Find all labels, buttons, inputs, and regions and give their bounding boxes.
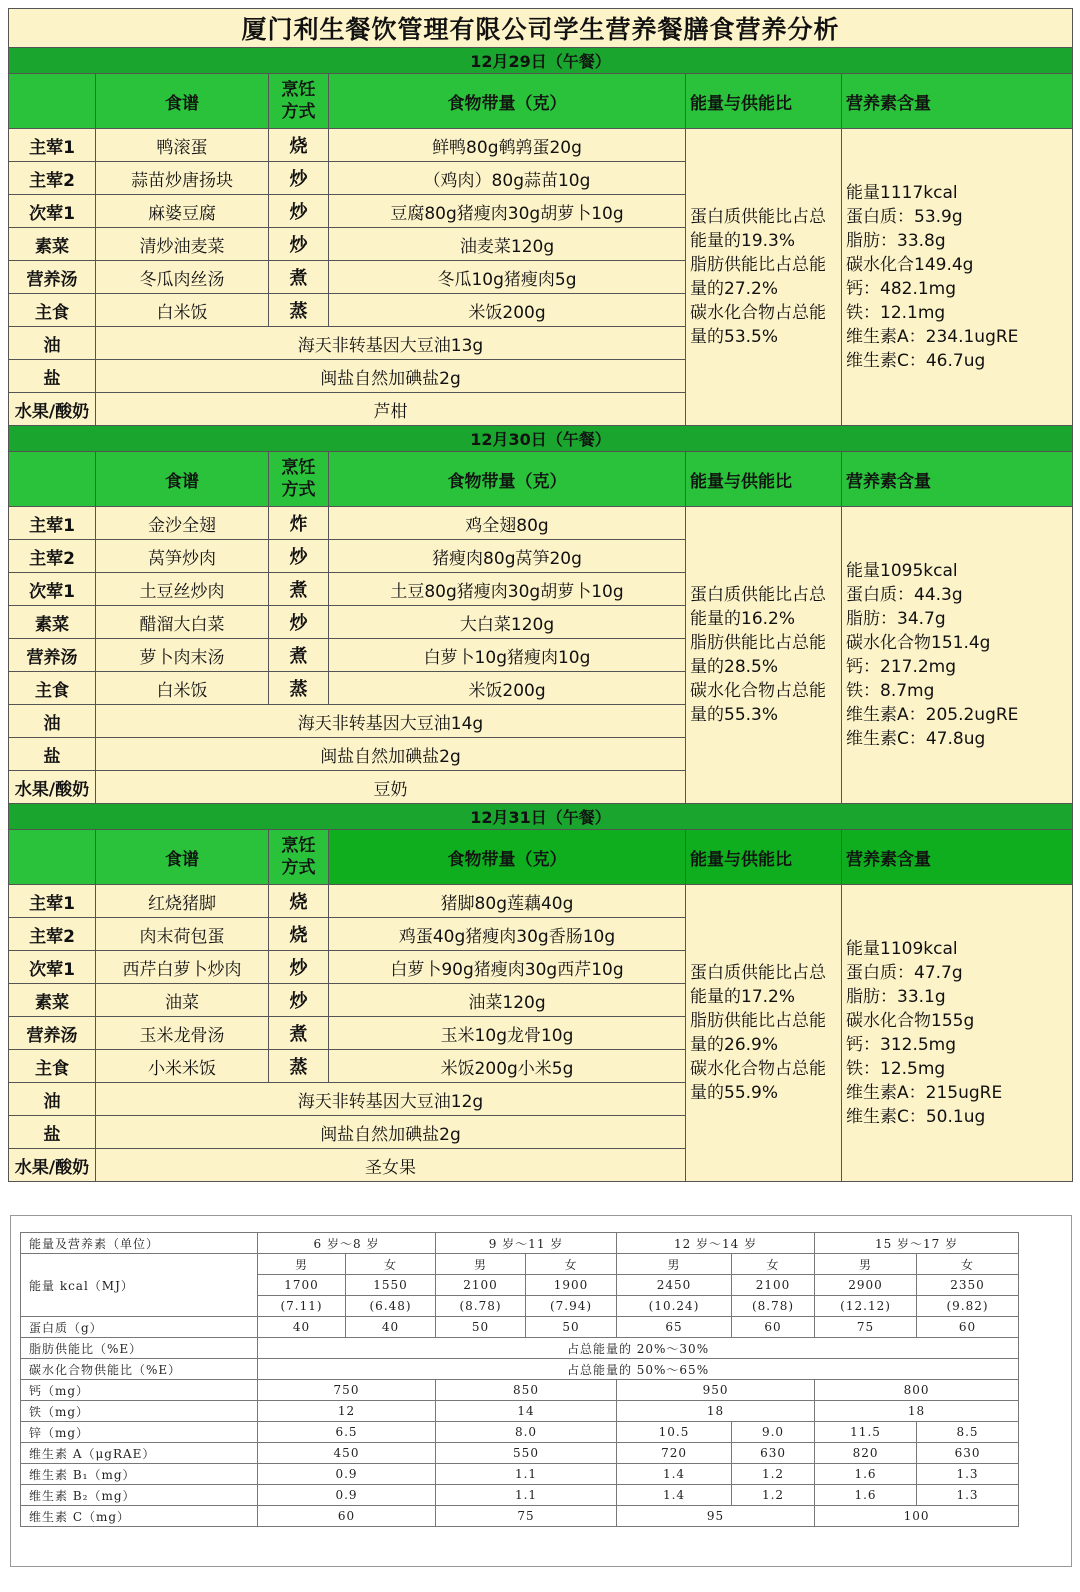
dish-amount: 冬瓜10g猪瘦肉5g — [329, 261, 686, 294]
dish-cook-method: 烧 — [269, 129, 329, 162]
dish-row — [9, 129, 1073, 162]
energy-ratio-line: 蛋白质供能比占总 — [690, 585, 826, 605]
zinc-value: 9.0 — [732, 1422, 815, 1443]
extra-label: 盐 — [9, 738, 96, 771]
vb1-value: 1.4 — [617, 1464, 732, 1485]
dish-cook-method: 蒸 — [269, 294, 329, 327]
nutrition-standard-table — [20, 1232, 1019, 1527]
energy-kcal: 2100 — [732, 1275, 815, 1296]
protein-label: 蛋白质（g） — [21, 1317, 258, 1338]
std-zinc-row — [21, 1422, 1019, 1443]
energy-kcal: 1550 — [346, 1275, 436, 1296]
age-group-header: 15 岁～17 岁 — [815, 1233, 1019, 1254]
dish-recipe: 麻婆豆腐 — [96, 195, 269, 228]
dish-recipe: 萝卜肉末汤 — [96, 639, 269, 672]
dish-category: 主荤1 — [9, 885, 96, 918]
dish-amount: 油麦菜120g — [329, 228, 686, 261]
vb2-value: 1.4 — [617, 1485, 732, 1506]
menu-analysis-table — [8, 8, 1073, 1182]
dish-category: 素菜 — [9, 606, 96, 639]
dish-cook-method: 炒 — [269, 540, 329, 573]
age-group-header: 9 岁～11 岁 — [436, 1233, 617, 1254]
energy-ratio-line: 碳水化合物占总能 — [690, 303, 826, 323]
nutrient-line: 铁：8.7mg — [846, 681, 935, 701]
dish-amount: 鸡蛋40g猪瘦肉30g香肠10g — [329, 918, 686, 951]
dish-category: 营养汤 — [9, 1017, 96, 1050]
extra-label: 盐 — [9, 1116, 96, 1149]
dish-cook-method: 煮 — [269, 573, 329, 606]
dish-cook-method: 烧 — [269, 918, 329, 951]
day-date: 12月29日（午餐） — [9, 48, 1073, 74]
energy-mj: (7.11) — [258, 1296, 346, 1317]
header-recipe: 食谱 — [96, 830, 269, 885]
energy-ratio-line: 脂肪供能比占总能 — [690, 633, 826, 653]
energy-mj: (8.78) — [732, 1296, 815, 1317]
dish-recipe: 醋溜大白菜 — [96, 606, 269, 639]
extra-value: 闽盐自然加碘盐2g — [96, 1116, 686, 1149]
energy-ratio-line: 量的55.9% — [690, 1083, 779, 1103]
nutrient-line: 维生素C：46.7ug — [846, 351, 986, 371]
vb1-value: 1.1 — [436, 1464, 617, 1485]
std-header-row — [21, 1233, 1019, 1254]
dish-amount: （鸡肉）80g蒜苗10g — [329, 162, 686, 195]
dish-recipe: 红烧猪脚 — [96, 885, 269, 918]
extra-label: 油 — [9, 327, 96, 360]
dish-recipe: 金沙全翅 — [96, 507, 269, 540]
energy-ratio-cell — [686, 885, 842, 1182]
std-vb1-row — [21, 1464, 1019, 1485]
dish-category: 次荤1 — [9, 573, 96, 606]
zinc-value: 8.0 — [436, 1422, 617, 1443]
dish-amount: 米饭200g — [329, 294, 686, 327]
extra-value: 芦柑 — [96, 393, 686, 426]
header-cook-method — [269, 74, 329, 129]
energy-label: 能量 kcal（MJ） — [21, 1254, 258, 1317]
zinc-value: 11.5 — [815, 1422, 917, 1443]
nutrient-content-cell — [842, 129, 1073, 426]
dish-cook-method: 炒 — [269, 162, 329, 195]
energy-kcal: 2450 — [617, 1275, 732, 1296]
dish-amount: 猪瘦肉80g莴笋20g — [329, 540, 686, 573]
vb2-value: 1.6 — [815, 1485, 917, 1506]
dish-recipe: 小米米饭 — [96, 1050, 269, 1083]
dish-category: 主荤1 — [9, 507, 96, 540]
energy-ratio-line: 蛋白质供能比占总 — [690, 207, 826, 227]
carb-value: 占总能量的 50%～65% — [258, 1359, 1019, 1380]
header-nutrient: 营养素含量 — [842, 452, 1073, 507]
energy-kcal: 2100 — [436, 1275, 526, 1296]
header-cook-method — [269, 452, 329, 507]
sex-header: 男 — [815, 1254, 917, 1275]
vita-value: 630 — [732, 1443, 815, 1464]
energy-ratio-line: 量的28.5% — [690, 657, 779, 677]
dish-recipe: 清炒油麦菜 — [96, 228, 269, 261]
age-group-header: 12 岁～14 岁 — [617, 1233, 815, 1254]
dish-category: 次荤1 — [9, 951, 96, 984]
header-energy: 能量与供能比 — [686, 452, 842, 507]
protein-value: 75 — [815, 1317, 917, 1338]
energy-mj: (7.94) — [526, 1296, 617, 1317]
nutrient-line: 维生素A：215ugRE — [846, 1083, 1003, 1103]
std-sex-row — [21, 1254, 1019, 1275]
dish-amount: 大白菜120g — [329, 606, 686, 639]
extra-label: 水果/酸奶 — [9, 771, 96, 804]
nutrient-line: 维生素A：205.2ugRE — [846, 705, 1019, 725]
energy-ratio-line: 能量的16.2% — [690, 609, 796, 629]
header-amount: 食物带量（克） — [329, 74, 686, 129]
dish-cook-method: 蒸 — [269, 1050, 329, 1083]
vb1-value: 1.3 — [917, 1464, 1019, 1485]
calcium-value: 850 — [436, 1380, 617, 1401]
dish-amount: 米饭200g小米5g — [329, 1050, 686, 1083]
dish-cook-method: 炒 — [269, 984, 329, 1017]
header-cook-line: 方式 — [281, 858, 316, 878]
vc-value: 75 — [436, 1506, 617, 1527]
zinc-value: 10.5 — [617, 1422, 732, 1443]
calcium-value: 750 — [258, 1380, 436, 1401]
dish-cook-method: 炒 — [269, 195, 329, 228]
nutrient-line: 钙：312.5mg — [846, 1035, 957, 1055]
protein-value: 60 — [732, 1317, 815, 1338]
header-nutrient: 营养素含量 — [842, 74, 1073, 129]
dish-cook-method: 煮 — [269, 1017, 329, 1050]
vc-value: 60 — [258, 1506, 436, 1527]
dish-cook-method: 烧 — [269, 885, 329, 918]
std-fat-row — [21, 1338, 1019, 1359]
vb1-value: 0.9 — [258, 1464, 436, 1485]
vc-label: 维生素 C（mg） — [21, 1506, 258, 1527]
sex-header: 女 — [526, 1254, 617, 1275]
age-group-header: 6 岁～8 岁 — [258, 1233, 436, 1254]
sex-header: 男 — [617, 1254, 732, 1275]
fat-value: 占总能量的 20%～30% — [258, 1338, 1019, 1359]
dish-recipe: 肉末荷包蛋 — [96, 918, 269, 951]
nutrient-line: 维生素A：234.1ugRE — [846, 327, 1019, 347]
iron-value: 18 — [815, 1401, 1019, 1422]
protein-value: 50 — [526, 1317, 617, 1338]
dish-category: 主荤2 — [9, 540, 96, 573]
carb-label: 碳水化合物供能比（%E） — [21, 1359, 258, 1380]
page-title: 厦门利生餐饮管理有限公司学生营养餐膳食营养分析 — [9, 9, 1073, 48]
protein-value: 40 — [258, 1317, 346, 1338]
std-protein-row — [21, 1317, 1019, 1338]
std-vita-row — [21, 1443, 1019, 1464]
energy-ratio-line: 量的27.2% — [690, 279, 779, 299]
extra-label: 油 — [9, 1083, 96, 1116]
sex-header: 女 — [732, 1254, 815, 1275]
dish-amount: 鸡全翅80g — [329, 507, 686, 540]
dish-recipe: 白米饭 — [96, 672, 269, 705]
dish-recipe: 西芹白萝卜炒肉 — [96, 951, 269, 984]
header-amount: 食物带量（克） — [329, 452, 686, 507]
day-header-row — [9, 48, 1073, 74]
dish-row — [9, 885, 1073, 918]
vb2-value: 1.3 — [917, 1485, 1019, 1506]
extra-label: 盐 — [9, 360, 96, 393]
header-blank — [9, 74, 96, 129]
energy-mj: (8.78) — [436, 1296, 526, 1317]
header-recipe: 食谱 — [96, 74, 269, 129]
extra-value: 闽盐自然加碘盐2g — [96, 738, 686, 771]
header-energy: 能量与供能比 — [686, 74, 842, 129]
energy-ratio-line: 量的55.3% — [690, 705, 779, 725]
nutrient-line: 维生素C：50.1ug — [846, 1107, 986, 1127]
day-date: 12月31日（午餐） — [9, 804, 1073, 830]
vb2-value: 1.2 — [732, 1485, 815, 1506]
vb2-value: 1.1 — [436, 1485, 617, 1506]
iron-value: 18 — [617, 1401, 815, 1422]
dish-cook-method: 炸 — [269, 507, 329, 540]
vb2-label: 维生素 B₂（mg） — [21, 1485, 258, 1506]
header-cook-line: 烹饪 — [281, 836, 316, 856]
vb2-value: 0.9 — [258, 1485, 436, 1506]
dish-recipe: 冬瓜肉丝汤 — [96, 261, 269, 294]
dish-category: 营养汤 — [9, 261, 96, 294]
dish-amount: 白萝卜10g猪瘦肉10g — [329, 639, 686, 672]
dish-amount: 米饭200g — [329, 672, 686, 705]
nutrient-content-cell — [842, 885, 1073, 1182]
energy-kcal: 1900 — [526, 1275, 617, 1296]
day-header-row — [9, 804, 1073, 830]
vita-value: 450 — [258, 1443, 436, 1464]
dish-cook-method: 蒸 — [269, 672, 329, 705]
energy-mj: (10.24) — [617, 1296, 732, 1317]
vc-value: 95 — [617, 1506, 815, 1527]
nutrient-line: 蛋白质：47.7g — [846, 963, 963, 983]
nutrient-line: 钙：217.2mg — [846, 657, 957, 677]
vb1-value: 1.6 — [815, 1464, 917, 1485]
header-blank — [9, 452, 96, 507]
day-header-row — [9, 426, 1073, 452]
dish-recipe: 土豆丝炒肉 — [96, 573, 269, 606]
energy-ratio-line: 脂肪供能比占总能 — [690, 1011, 826, 1031]
nutrient-line: 能量1109kcal — [846, 939, 958, 959]
protein-value: 50 — [436, 1317, 526, 1338]
std-iron-row — [21, 1401, 1019, 1422]
header-cook-line: 方式 — [281, 102, 316, 122]
dish-recipe: 蒜苗炒唐扬块 — [96, 162, 269, 195]
extra-value: 圣女果 — [96, 1149, 686, 1182]
nutrient-content-cell — [842, 507, 1073, 804]
energy-ratio-cell — [686, 129, 842, 426]
dish-category: 主食 — [9, 1050, 96, 1083]
energy-ratio-line: 碳水化合物占总能 — [690, 681, 826, 701]
fat-label: 脂肪供能比（%E） — [21, 1338, 258, 1359]
vita-label: 维生素 A（μgRAE） — [21, 1443, 258, 1464]
dish-amount: 玉米10g龙骨10g — [329, 1017, 686, 1050]
dish-recipe: 玉米龙骨汤 — [96, 1017, 269, 1050]
protein-value: 60 — [917, 1317, 1019, 1338]
header-cook-line: 烹饪 — [281, 458, 316, 478]
dish-amount: 鲜鸭80g鹌鹑蛋20g — [329, 129, 686, 162]
energy-ratio-line: 蛋白质供能比占总 — [690, 963, 826, 983]
std-carb-row — [21, 1359, 1019, 1380]
dish-category: 营养汤 — [9, 639, 96, 672]
dish-recipe: 油菜 — [96, 984, 269, 1017]
energy-ratio-line: 能量的19.3% — [690, 231, 796, 251]
sex-header: 男 — [436, 1254, 526, 1275]
energy-ratio-line: 碳水化合物占总能 — [690, 1059, 826, 1079]
iron-value: 14 — [436, 1401, 617, 1422]
energy-ratio-line: 脂肪供能比占总能 — [690, 255, 826, 275]
column-header-row — [9, 452, 1073, 507]
dish-category: 主荤2 — [9, 162, 96, 195]
energy-mj: (6.48) — [346, 1296, 436, 1317]
energy-mj: (12.12) — [815, 1296, 917, 1317]
zinc-value: 6.5 — [258, 1422, 436, 1443]
dish-cook-method: 炒 — [269, 951, 329, 984]
energy-ratio-line: 量的53.5% — [690, 327, 779, 347]
dish-category: 次荤1 — [9, 195, 96, 228]
header-cook-line: 方式 — [281, 480, 316, 500]
extra-value: 海天非转基因大豆油13g — [96, 327, 686, 360]
header-blank — [9, 830, 96, 885]
calcium-label: 钙（mg） — [21, 1380, 258, 1401]
vb1-label: 维生素 B₁（mg） — [21, 1464, 258, 1485]
extra-label: 水果/酸奶 — [9, 393, 96, 426]
vc-value: 100 — [815, 1506, 1019, 1527]
iron-label: 铁（mg） — [21, 1401, 258, 1422]
dish-category: 主荤1 — [9, 129, 96, 162]
nutrient-line: 钙：482.1mg — [846, 279, 957, 299]
extra-value: 海天非转基因大豆油14g — [96, 705, 686, 738]
extra-label: 水果/酸奶 — [9, 1149, 96, 1182]
std-vc-row — [21, 1506, 1019, 1527]
nutrient-line: 铁：12.5mg — [846, 1059, 946, 1079]
protein-value: 65 — [617, 1317, 732, 1338]
header-energy: 能量与供能比 — [686, 830, 842, 885]
dish-category: 素菜 — [9, 984, 96, 1017]
calcium-value: 800 — [815, 1380, 1019, 1401]
extra-value: 闽盐自然加碘盐2g — [96, 360, 686, 393]
dish-cook-method: 煮 — [269, 261, 329, 294]
iron-value: 12 — [258, 1401, 436, 1422]
dish-recipe: 鸭滚蛋 — [96, 129, 269, 162]
dish-recipe: 莴笋炒肉 — [96, 540, 269, 573]
nutrient-line: 碳水化合物151.4g — [846, 633, 991, 653]
std-vb2-row — [21, 1485, 1019, 1506]
dish-cook-method: 煮 — [269, 639, 329, 672]
extra-label: 油 — [9, 705, 96, 738]
energy-kcal: 1700 — [258, 1275, 346, 1296]
extra-value: 海天非转基因大豆油12g — [96, 1083, 686, 1116]
zinc-label: 锌（mg） — [21, 1422, 258, 1443]
nutrient-line: 脂肪：33.1g — [846, 987, 946, 1007]
column-header-row — [9, 74, 1073, 129]
energy-kcal: 2900 — [815, 1275, 917, 1296]
dish-category: 主食 — [9, 672, 96, 705]
nutrient-line: 蛋白质：53.9g — [846, 207, 963, 227]
energy-ratio-line: 能量的17.2% — [690, 987, 796, 1007]
nutrient-line: 蛋白质：44.3g — [846, 585, 963, 605]
energy-ratio-cell — [686, 507, 842, 804]
dish-amount: 豆腐80g猪瘦肉30g胡萝卜10g — [329, 195, 686, 228]
dish-cook-method: 炒 — [269, 228, 329, 261]
dish-category: 主荤2 — [9, 918, 96, 951]
calcium-value: 950 — [617, 1380, 815, 1401]
vb1-value: 1.2 — [732, 1464, 815, 1485]
sex-header: 女 — [917, 1254, 1019, 1275]
extra-value: 豆奶 — [96, 771, 686, 804]
std-calcium-row — [21, 1380, 1019, 1401]
energy-ratio-line: 量的26.9% — [690, 1035, 779, 1055]
sex-header: 女 — [346, 1254, 436, 1275]
nutrient-line: 脂肪：34.7g — [846, 609, 946, 629]
nutrient-line: 能量1117kcal — [846, 183, 958, 203]
sex-header: 男 — [258, 1254, 346, 1275]
std-header-label: 能量及营养素（单位） — [21, 1233, 258, 1254]
nutrient-line: 能量1095kcal — [846, 561, 958, 581]
vita-value: 720 — [617, 1443, 732, 1464]
vita-value: 820 — [815, 1443, 917, 1464]
dish-row — [9, 507, 1073, 540]
energy-mj: (9.82) — [917, 1296, 1019, 1317]
dish-amount: 猪脚80g莲藕40g — [329, 885, 686, 918]
header-recipe: 食谱 — [96, 452, 269, 507]
protein-value: 40 — [346, 1317, 436, 1338]
dish-amount: 白萝卜90g猪瘦肉30g西芹10g — [329, 951, 686, 984]
header-nutrient: 营养素含量 — [842, 830, 1073, 885]
zinc-value: 8.5 — [917, 1422, 1019, 1443]
energy-kcal: 2350 — [917, 1275, 1019, 1296]
vita-value: 630 — [917, 1443, 1019, 1464]
nutrient-line: 维生素C：47.8ug — [846, 729, 986, 749]
dish-category: 素菜 — [9, 228, 96, 261]
dish-cook-method: 炒 — [269, 606, 329, 639]
header-cook-method — [269, 830, 329, 885]
header-amount: 食物带量（克） — [329, 830, 686, 885]
nutrient-line: 碳水化合物155g — [846, 1011, 975, 1031]
vita-value: 550 — [436, 1443, 617, 1464]
nutrient-line: 碳水化合149.4g — [846, 255, 974, 275]
column-header-row — [9, 830, 1073, 885]
header-cook-line: 烹饪 — [281, 80, 316, 100]
day-date: 12月30日（午餐） — [9, 426, 1073, 452]
dish-recipe: 白米饭 — [96, 294, 269, 327]
dish-amount: 油菜120g — [329, 984, 686, 1017]
dish-amount: 土豆80g猪瘦肉30g胡萝卜10g — [329, 573, 686, 606]
dish-category: 主食 — [9, 294, 96, 327]
nutrient-line: 脂肪：33.8g — [846, 231, 946, 251]
nutrient-line: 铁：12.1mg — [846, 303, 946, 323]
